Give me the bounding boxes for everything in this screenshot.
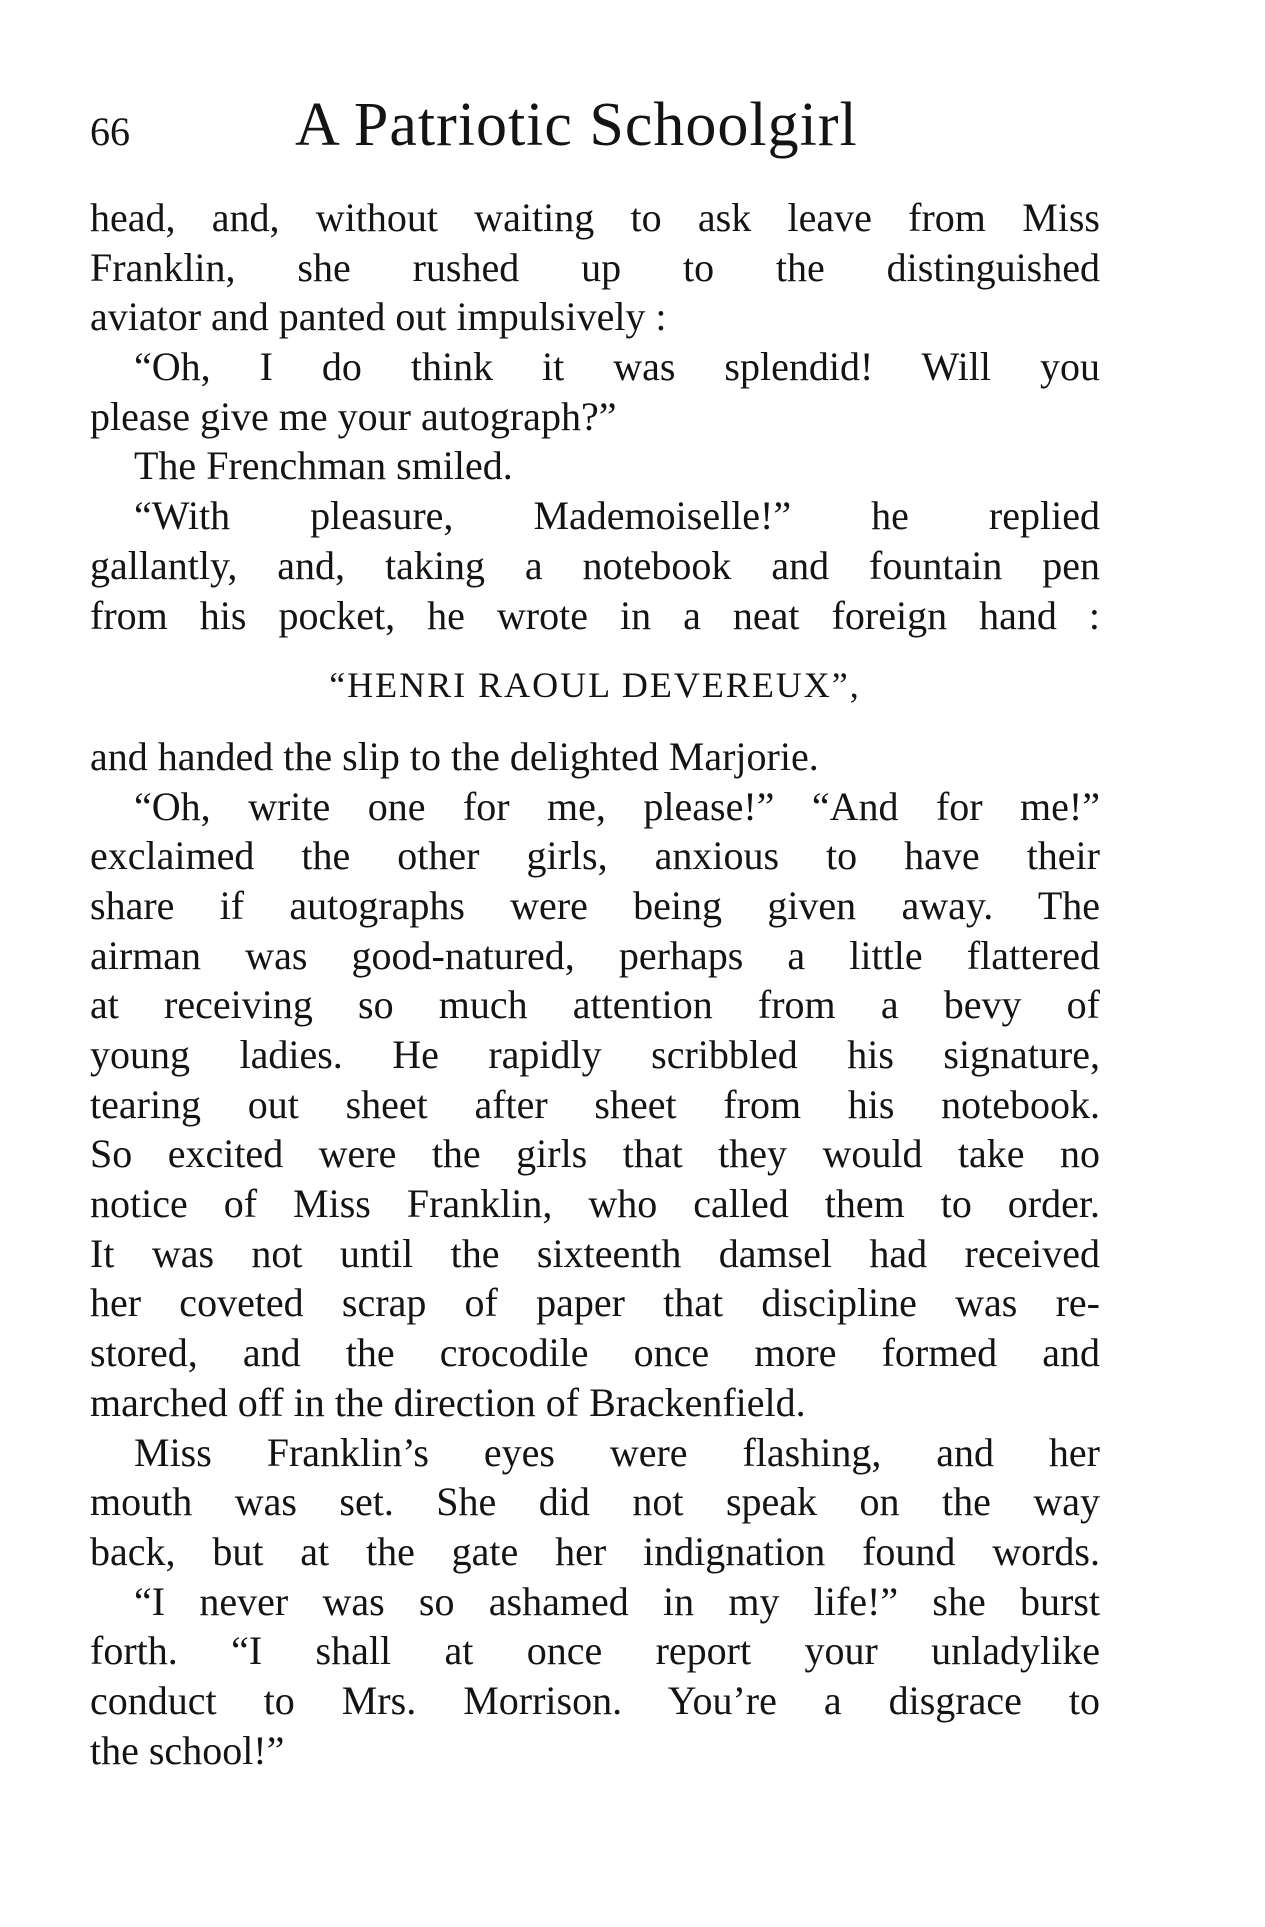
page-header <box>90 88 1100 168</box>
page-number: 66 <box>90 109 130 154</box>
text-line: “Oh, write one for me, please!” “And for me!” <box>134 783 1100 829</box>
text-line: from his pocket, he wrote in a neat foreign hand : <box>90 592 1100 638</box>
text-line: “With pleasure, Mademoiselle!” he replied <box>134 493 1100 539</box>
text-line: Miss Franklin’s eyes were flashing, and her <box>134 1429 1100 1475</box>
text-line: aviator and panted out impulsively : <box>90 294 667 340</box>
text-line: airman was good-natured, perhaps a little flattered <box>90 932 1100 978</box>
text-line: gallantly, and, taking a notebook and fountain pen <box>90 542 1100 588</box>
autograph-signature-line: “HENRI RAOUL DEVEREUX”, <box>329 665 861 706</box>
text-line: marched off in the direction of Brackenfield. <box>90 1379 806 1425</box>
text-line: forth. “I shall at once report your unladylike <box>90 1628 1100 1674</box>
text-line: It was not until the sixteenth damsel had received <box>90 1230 1100 1276</box>
text-line: head, and, without waiting to ask leave from Miss <box>90 195 1100 240</box>
text-line: So excited were the girls that they would take no <box>90 1131 1100 1177</box>
text-line: the school!” <box>90 1727 285 1773</box>
text-line: share if autographs were being given away. The <box>90 882 1100 928</box>
text-line: conduct to Mrs. Morrison. You’re a disgrace to <box>90 1677 1100 1723</box>
text-line: The Frenchman smiled. <box>134 443 513 489</box>
body-text <box>90 193 1100 1775</box>
text-line: back, but at the gate her indignation found words. <box>90 1528 1100 1574</box>
text-line: at receiving so much attention from a bevy of <box>90 982 1100 1028</box>
text-line: young ladies. He rapidly scribbled his signature, <box>90 1032 1100 1077</box>
text-line: tearing out sheet after sheet from his notebook. <box>90 1081 1100 1127</box>
text-line: “Oh, I do think it was splendid! Will you <box>134 344 1100 390</box>
text-line: her coveted scrap of paper that discipline was re- <box>90 1280 1100 1326</box>
running-title: A Patriotic Schoolgirl <box>295 91 858 159</box>
text-line: Franklin, she rushed up to the distinguished <box>90 244 1100 290</box>
text-line: stored, and the crocodile once more formed and <box>90 1330 1100 1376</box>
text-line: please give me your autograph?” <box>90 393 617 439</box>
text-line: and handed the slip to the delighted Marjorie. <box>90 733 819 779</box>
text-line: notice of Miss Franklin, who called them to order. <box>90 1181 1100 1227</box>
text-line: “I never was so ashamed in my life!” she burst <box>134 1578 1100 1624</box>
text-line: mouth was set. She did not speak on the way <box>90 1479 1100 1525</box>
text-line: exclaimed the other girls, anxious to have their <box>90 833 1100 879</box>
